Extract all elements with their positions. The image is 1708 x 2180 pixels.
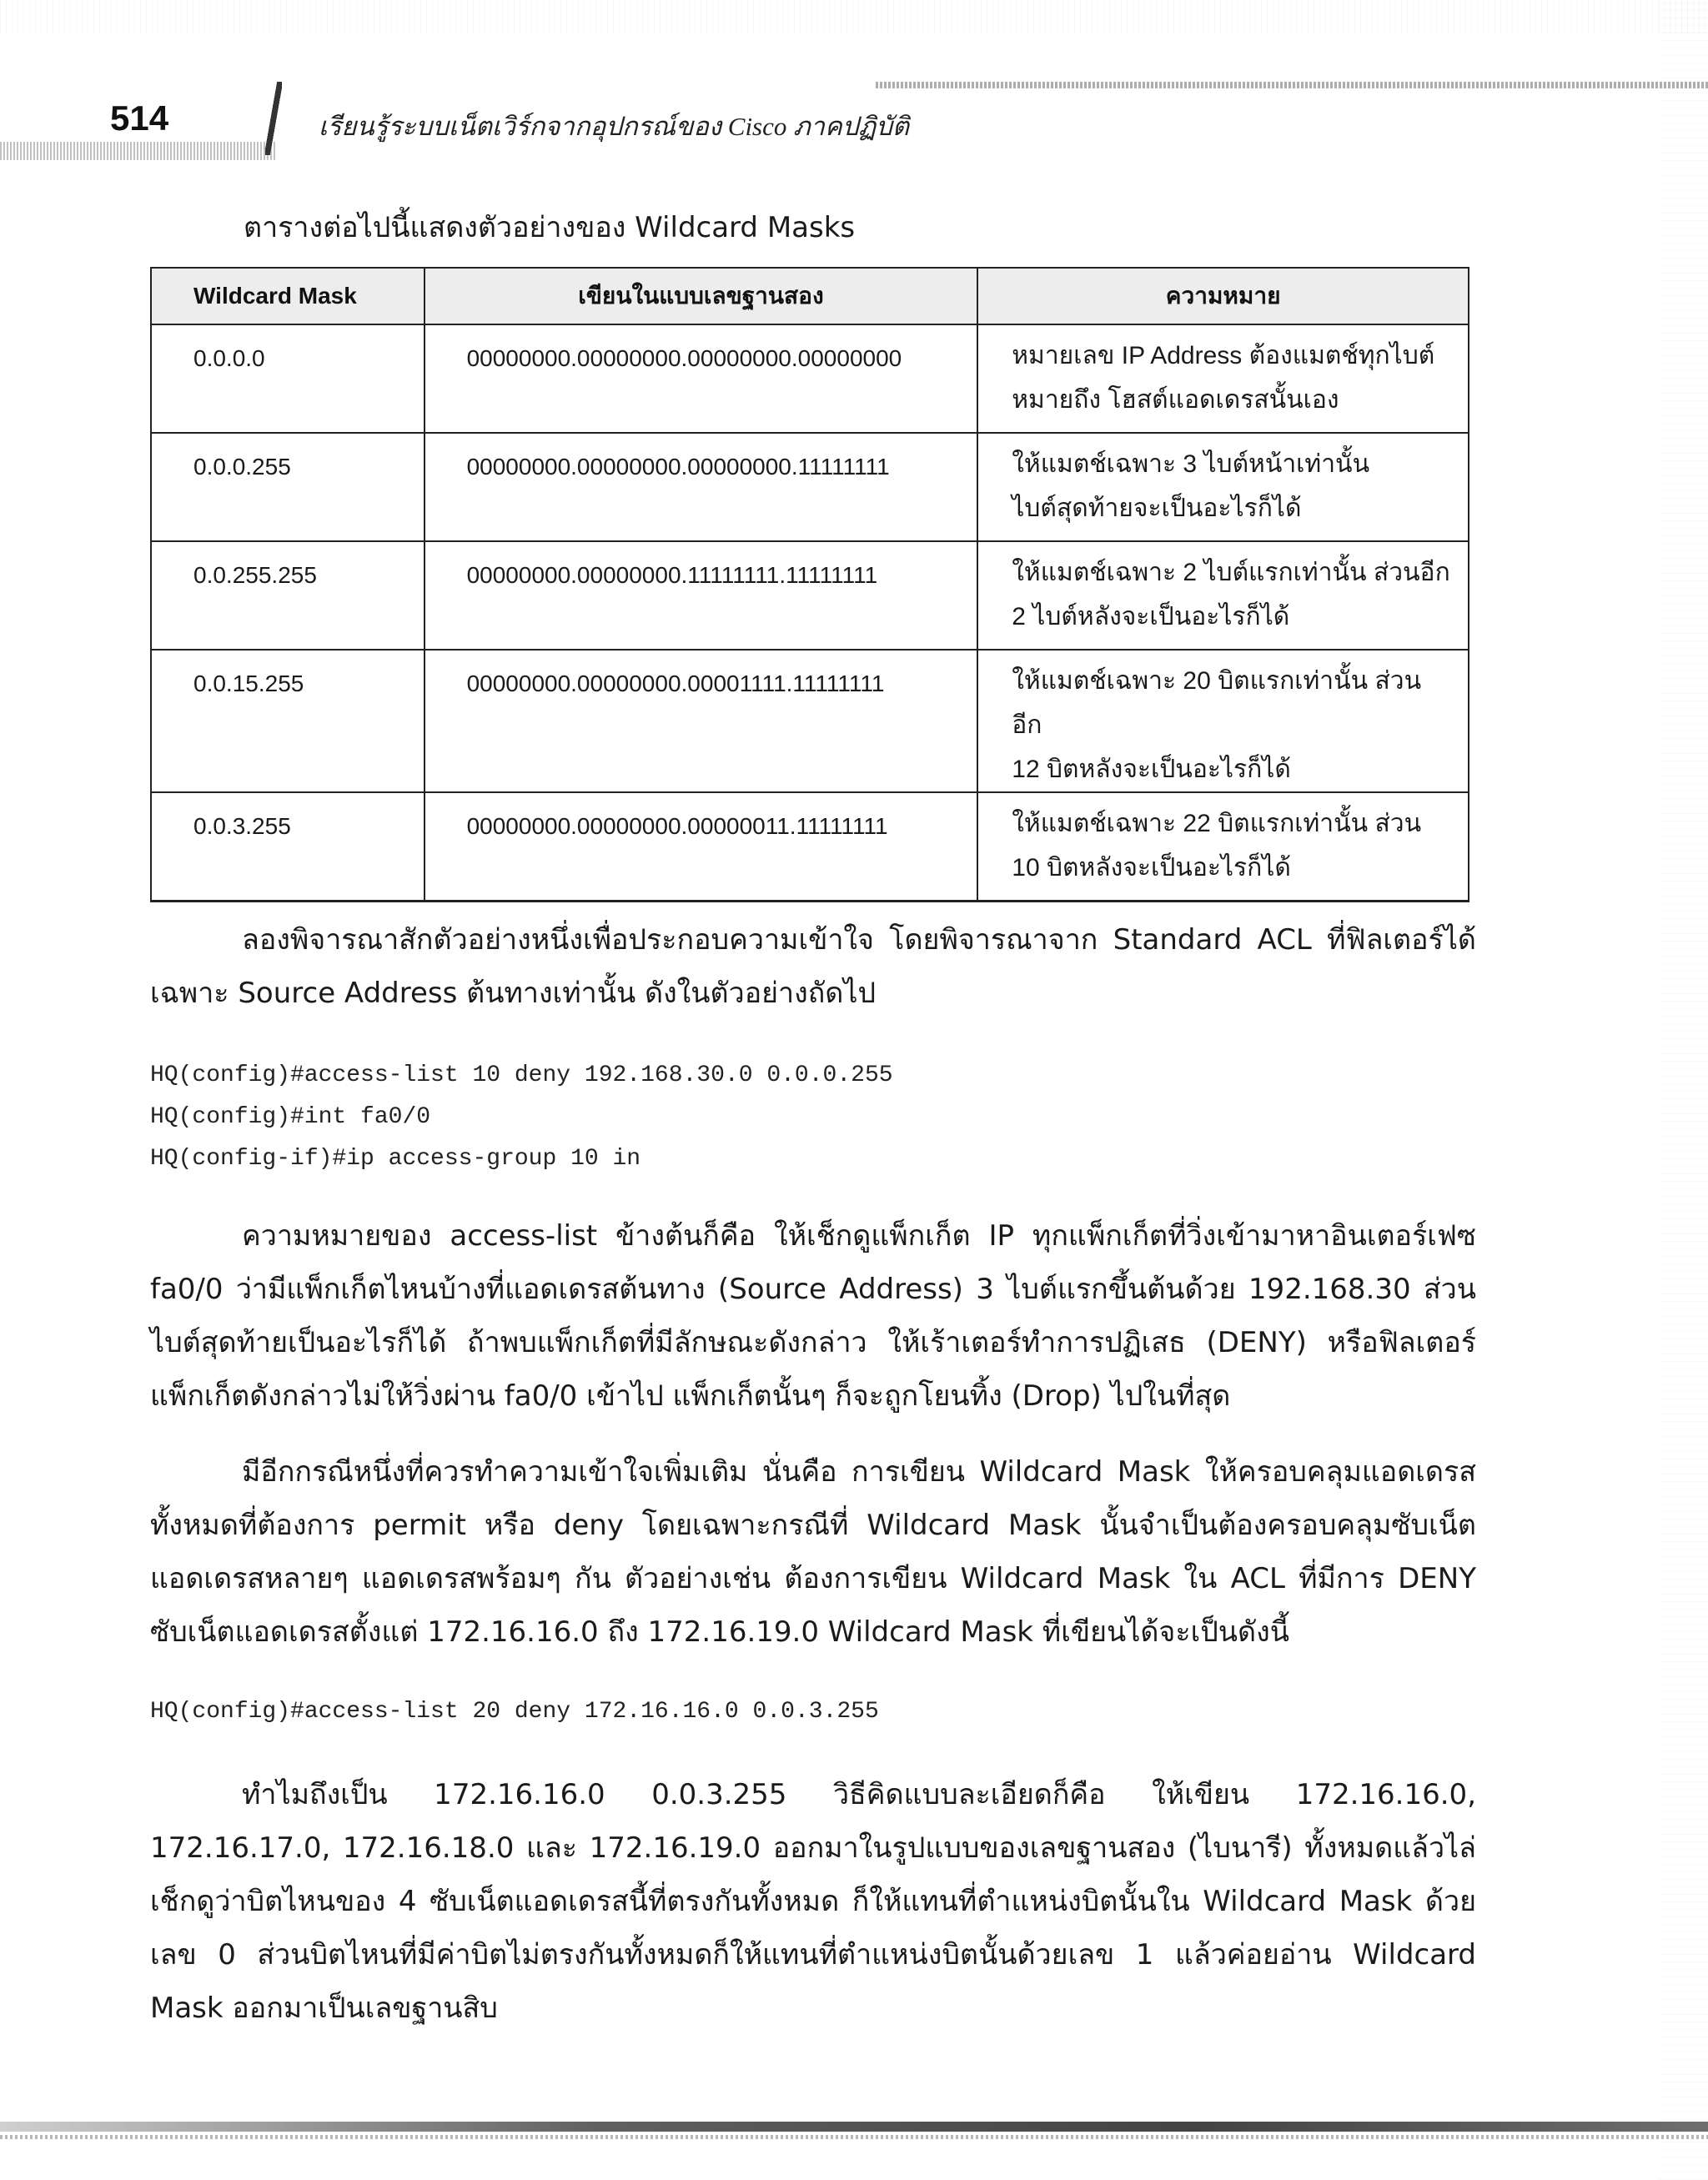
code-line: HQ(config-if)#ip access-group 10 in xyxy=(150,1146,641,1172)
cell-meaning-line-1: ให้แมตช์เฉพาะ 22 บิตแรกเท่านั้น ส่วน xyxy=(1012,810,1422,837)
table-row xyxy=(151,792,1469,901)
footer-rule-dotted xyxy=(0,2135,1708,2139)
code-line: HQ(config)#access-list 20 deny 172.16.16.0 0.0.3.255 xyxy=(150,1699,879,1725)
cell-binary: 00000000.00000000.00000011.11111111 xyxy=(424,792,978,901)
cell-binary: 00000000.00000000.11111111.11111111 xyxy=(424,541,978,650)
running-head: เรียนรู้ระบบเน็ตเวิร์กจากอุปกรณ์ของ Cisco ภาคปฏิบัติ xyxy=(319,112,910,141)
paragraph-3-text: มีอีกกรณีหนึ่งที่ควรทำความเข้าใจเพิ่มเติม นั่นคือ การเขียน Wildcard Mask ให้ครอบคลุมแอดเดรสทั้งหมดที่ต้องการ permit หรือ deny โดยเฉพาะกรณีที่ Wildcard Mask นั้นจำเป็นต้องครอบคลุมซับเน็ตแอดเดรสหลายๆ แอดเดรสพร้อมๆ กัน ตัวอย่างเช่น ต้องการเขียน Wildcard Mask ใน ACL ที่มีการ DENY ซับเน็ตแอดเดรสตั้งแต่ 172.16.16.0 ถึง 172.16.19.0 Wildcard Mask ที่เขียนได้จะเป็นดังนี้ xyxy=(150,1455,1476,1649)
paragraph-1 xyxy=(150,913,1476,1020)
cell-meaning xyxy=(977,650,1469,792)
cell-meaning-line-2: 12 บิตหลังจะเป็นอะไรก็ได้ xyxy=(1012,756,1291,783)
cell-mask: 0.0.15.255 xyxy=(151,650,424,792)
paragraph-3 xyxy=(150,1445,1476,1659)
cell-meaning-line-2: 2 ไบต์หลังจะเป็นอะไรก็ได้ xyxy=(1012,603,1290,630)
table-row xyxy=(151,650,1469,792)
paragraph-2 xyxy=(150,1209,1476,1423)
paragraph-4 xyxy=(150,1768,1476,2035)
cell-meaning-line-1: ให้แมตช์เฉพาะ 20 บิตแรกเท่านั้น ส่วนอีก xyxy=(1012,667,1422,739)
paragraph-4-text: ทำไมถึงเป็น 172.16.16.0 0.0.3.255 วิธีคิดแบบละเอียดก็คือ ให้เขียน 172.16.16.0, 172.16.17.0, 172.16.18.0 และ 172.16.19.0 ออกมาในรูปแบบของเลขฐานสอง (ไบนารี) ทั้งหมดแล้วไล่เช็กดูว่าบิตไหนของ 4 ซับเน็ตแอดเดรสนี้ที่ตรงกันทั้งหมด ก็ให้แทนที่ตำแหน่งบิตนั้นใน Wildcard Mask ด้วยเลข 0 ส่วนบิตไหนที่มีค่าบิตไม่ตรงกันทั้งหมดก็ให้แทนที่ตำแหน่งบิตนั้นด้วยเลข 1 แล้วค่อยอ่าน Wildcard Mask ออกมาเป็นเลขฐานสิบ xyxy=(150,1778,1476,2025)
cell-meaning xyxy=(977,324,1469,433)
table-header-binary: เขียนในแบบเลขฐานสอง xyxy=(424,268,978,324)
table-row xyxy=(151,541,1469,650)
paragraph-1-text: ลองพิจารณาสักตัวอย่างหนึ่งเพื่อประกอบความเข้าใจ โดยพิจารณาจาก Standard ACL ที่ฟิลเตอร์ได้เฉพาะ Source Address ต้นทางเท่านั้น ดังในตัวอย่างถัดไป xyxy=(150,923,1476,1010)
code-line: HQ(config)#access-list 10 deny 192.168.30.0 0.0.0.255 xyxy=(150,1062,893,1088)
table-header-row xyxy=(151,268,1469,324)
table-header-meaning: ความหมาย xyxy=(977,268,1469,324)
cell-binary: 00000000.00000000.00000000.00000000 xyxy=(424,324,978,433)
scan-texture-right xyxy=(1658,0,1708,2180)
page-number: 514 xyxy=(110,98,169,138)
cell-meaning xyxy=(977,541,1469,650)
cell-binary: 00000000.00000000.00001111.11111111 xyxy=(424,650,978,792)
code-block-2 xyxy=(150,1691,879,1733)
table-header-mask: Wildcard Mask xyxy=(151,268,424,324)
code-block-1 xyxy=(150,1055,893,1180)
cell-mask: 0.0.255.255 xyxy=(151,541,424,650)
code-line: HQ(config)#int fa0/0 xyxy=(150,1104,431,1130)
table-row xyxy=(151,324,1469,433)
cell-binary: 00000000.00000000.00000000.11111111 xyxy=(424,433,978,541)
scan-texture-top xyxy=(0,0,1708,33)
header-rule-right xyxy=(876,82,1708,88)
wildcard-mask-table xyxy=(150,267,1469,902)
paragraph-2-text: ความหมายของ access-list ข้างต้นก็คือ ให้เช็กดูแพ็กเก็ต IP ทุกแพ็กเก็ตที่วิ่งเข้ามาหาอินเตอร์เฟซ fa0/0 ว่ามีแพ็กเก็ตไหนบ้างที่แอดเดรสต้นทาง (Source Address) 3 ไบต์แรกขึ้นต้นด้วย 192.168.30 ส่วนไบต์สุดท้ายเป็นอะไรก็ได้ ถ้าพบแพ็กเก็ตที่มีลักษณะดังกล่าว ให้เร้าเตอร์ทำการปฏิเสธ (DENY) หรือฟิลเตอร์แพ็กเก็ตดังกล่าวไม่ให้วิ่งผ่าน fa0/0 เข้าไป แพ็กเก็ตนั้นๆ ก็จะถูกโยนทิ้ง (Drop) ไปในที่สุด xyxy=(150,1219,1476,1413)
cell-meaning-line-1: ให้แมตช์เฉพาะ 2 ไบต์แรกเท่านั้น ส่วนอีก xyxy=(1012,559,1450,586)
cell-meaning-line-2: ไบต์สุดท้ายจะเป็นอะไรก็ได้ xyxy=(1012,495,1302,522)
cell-meaning-line-2: 10 บิตหลังจะเป็นอะไรก็ได้ xyxy=(1012,854,1291,882)
cell-mask: 0.0.0.0 xyxy=(151,324,424,433)
cell-meaning-line-1: หมายเลข IP Address ต้องแมตช์ทุกไบต์ xyxy=(1012,342,1435,369)
cell-mask: 0.0.3.255 xyxy=(151,792,424,901)
cell-meaning xyxy=(977,433,1469,541)
cell-meaning-line-1: ให้แมตช์เฉพาะ 3 ไบต์หน้าเท่านั้น xyxy=(1012,450,1370,478)
cell-meaning-line-2: หมายถึง โฮสต์แอดเดรสนั้นเอง xyxy=(1012,386,1339,414)
header-rule-left xyxy=(0,142,275,160)
header-slash-decoration xyxy=(265,82,282,155)
table-intro: ตารางต่อไปนี้แสดงตัวอย่างของ Wildcard Masks xyxy=(244,211,856,244)
cell-meaning xyxy=(977,792,1469,901)
footer-rule xyxy=(0,2122,1708,2132)
cell-mask: 0.0.0.255 xyxy=(151,433,424,541)
table-row xyxy=(151,433,1469,541)
